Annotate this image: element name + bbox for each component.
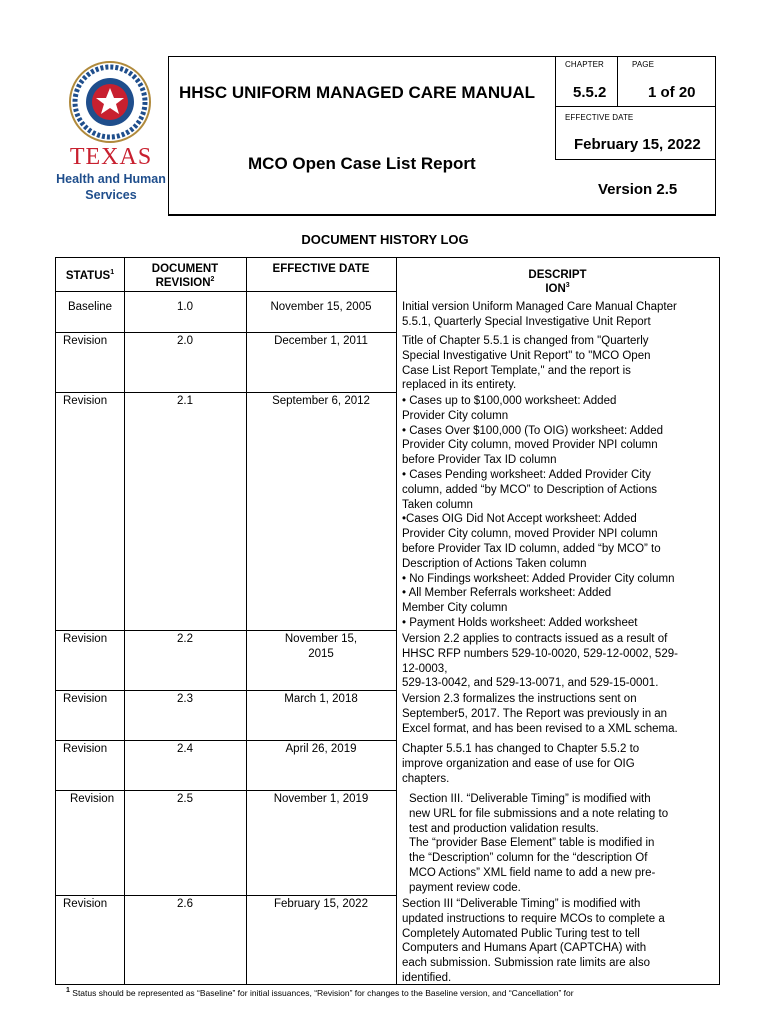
row-status: Revision (63, 633, 108, 645)
row-date: September 6, 2012 (272, 395, 370, 407)
version-label: Version 2.5 (598, 181, 678, 198)
effective-date-label: EFFECTIVE DATE (565, 113, 634, 122)
history-log-table (55, 257, 720, 985)
row-date: April 26, 2019 (285, 743, 357, 755)
row-date: February 15, 2022 (274, 898, 368, 910)
history-log-title: DOCUMENT HISTORY LOG (301, 232, 469, 247)
row-revision: 2.4 (177, 743, 193, 755)
row-revision: 2.3 (177, 693, 193, 705)
row-date: November 15, 2015 (284, 633, 358, 660)
chapter-label: CHAPTER (565, 60, 604, 69)
row-revision: 2.6 (177, 898, 193, 910)
col-description-header: DESCRIPT ION$^3$ (528, 269, 587, 295)
col-revision-header: DOCUMENT REVISION$^2$ (151, 263, 219, 289)
row-description: Section III “Deliverable Timing” is modified with updated instructions to require MCOs to complete a Completely Automated Public Turing test to tell Computers and Humans Apart (CAPTCHA) with each submission. Submission rate limits are also identified. (402, 898, 665, 984)
manual-title: HHSC UNIFORM MANAGED CARE MANUAL (179, 83, 536, 102)
logo-texas-text: TEXAS (69, 144, 153, 170)
header-box (168, 56, 716, 216)
row-status: Baseline (67, 301, 113, 313)
row-status: Revision (70, 793, 115, 805)
row-description: • Cases up to $100,000 worksheet: Added Provider City column • Cases Over $100,000 (To OIG) worksheet: Added Provider City column, moved Provider NPI column before Provider Tax ID column • Cases Pending worksheet: Added Provider City column, added “by MCO” to Description of Actions Taken column •Cases OIG Did Not Accept worksheet: Added Provider City column, moved Provider NPI column before Provider Tax ID column, added “by MCO” to Description of Actions Taken column • No Findings worksheet: Added Provider City column • All Member Referrals worksheet: Added Member City column • Payment Holds worksheet: Added worksheet (402, 395, 675, 629)
row-revision: 2.2 (177, 633, 193, 645)
col-date-header: EFFECTIVE DATE (272, 263, 370, 275)
row-status: Revision (63, 743, 108, 755)
row-status: Revision (63, 898, 108, 910)
page-label: PAGE (632, 60, 655, 69)
col-status-header: STATUS$^1$ (65, 269, 115, 282)
row-revision: 2.5 (177, 793, 193, 805)
hhs-logo (52, 58, 170, 208)
row-date: November 1, 2019 (273, 793, 369, 805)
row-date: December 1, 2011 (274, 335, 368, 347)
footnote-text: Status should be represented as “Baseline” for initial issuances, “Revision” for changes to the Baseline version, and “Cancellation” for (72, 988, 574, 998)
row-description: Title of Chapter 5.5.1 is changed from "Quarterly Special Investigative Unit Report" to "MCO Open Case List Report Template," and the report is replaced in its entirety. (402, 335, 651, 392)
row-revision: 2.1 (177, 395, 193, 407)
row-status: Revision (63, 335, 108, 347)
row-description: Section III. “Deliverable Timing” is modified with new URL for file submissions and a note relating to test and production validation results. The “provider Base Element” table is modified in the “Description” column for the “description Of MCO Actions” XML field name to add a new pre- payment review code. (409, 793, 669, 894)
row-description: Version 2.3 formalizes the instructions sent on September5, 2017. The Report was previously in an Excel format, and has been revised to a XML schema. (402, 693, 678, 735)
row-description: Chapter 5.5.1 has changed to Chapter 5.5.2 to improve organization and ease of use for OIG chapters. (402, 743, 640, 785)
report-title: MCO Open Case List Report (248, 154, 476, 173)
effective-date-value: February 15, 2022 (574, 136, 701, 153)
footnote (66, 988, 574, 998)
row-date: November 15, 2005 (270, 301, 372, 313)
row-revision: 2.0 (177, 335, 193, 347)
row-date: March 1, 2018 (284, 693, 358, 705)
page-value: 1 of 20 (648, 84, 696, 101)
row-revision: 1.0 (177, 301, 193, 313)
row-status: Revision (63, 395, 108, 407)
chapter-value: 5.5.2 (573, 84, 607, 101)
row-description: Version 2.2 applies to contracts issued as a result of HHSC RFP numbers 529-10-0020, 529-12-0002, 529- 12-0003, 529-13-0042, and 529-13-0071, and 529-15-0001. (402, 633, 678, 690)
row-status: Revision (63, 693, 108, 705)
footnote-marker: 1 (66, 987, 70, 995)
logo-services-line: Services (85, 188, 137, 202)
logo-hhs-line: Health and Human (56, 172, 166, 186)
row-description: Initial version Uniform Managed Care Manual Chapter 5.5.1, Quarterly Special Investigative Unit Report (402, 301, 677, 328)
